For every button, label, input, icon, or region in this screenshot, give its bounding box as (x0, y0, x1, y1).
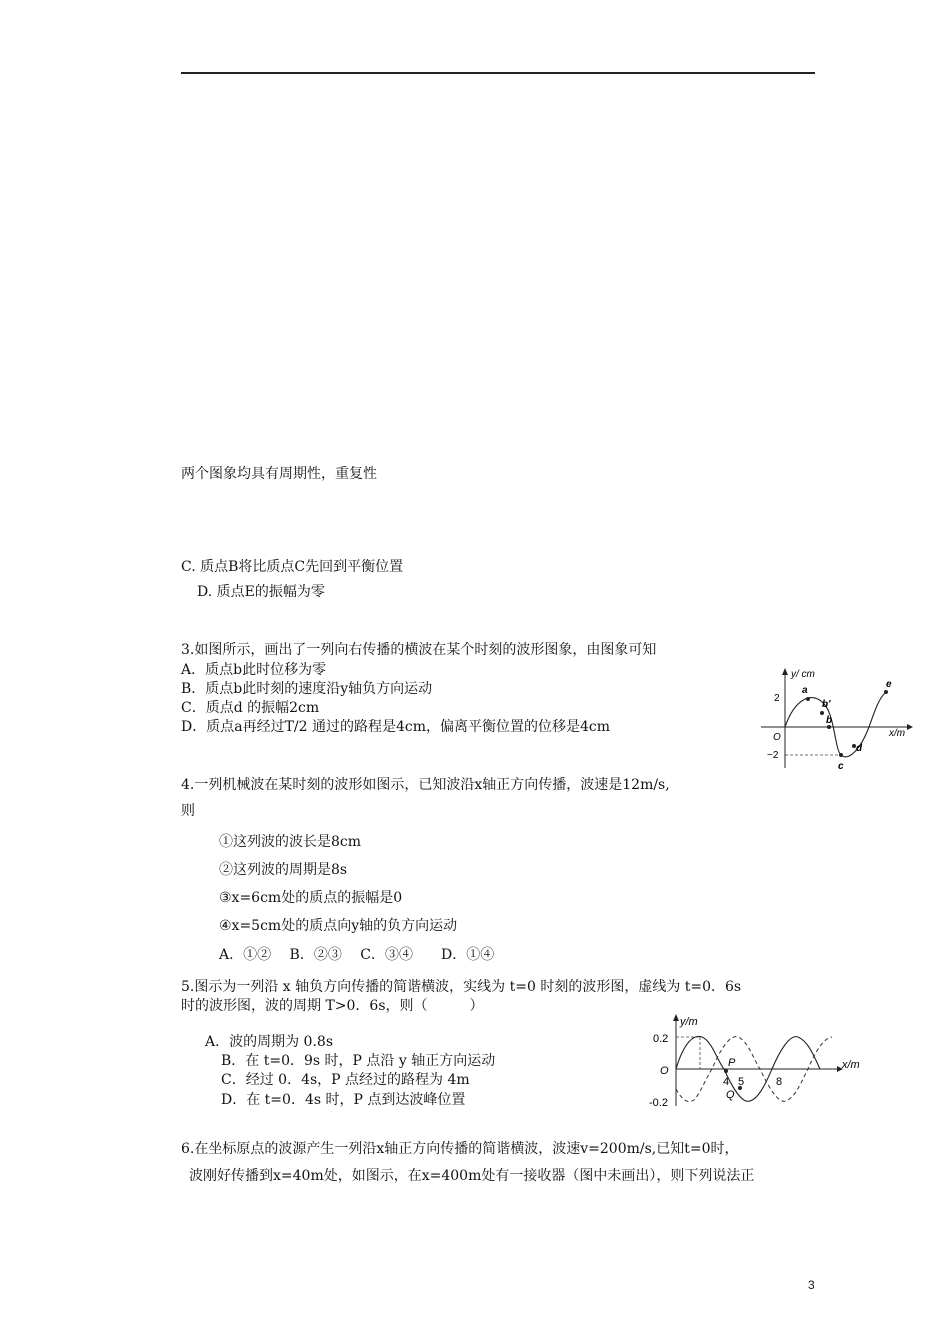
q5-label-p: P (728, 1057, 736, 1069)
q3-option-b: B．质点b此时刻的速度沿y轴负方向运动 (181, 681, 433, 697)
q5-y-label: y/m (680, 1016, 698, 1028)
q4-statement-4: ④x=5cm处的质点向y轴的负方向运动 (219, 918, 458, 934)
q3-wave-figure (755, 660, 915, 772)
q3-label-a: a (802, 685, 808, 696)
q5-origin: O (660, 1065, 669, 1077)
q4-statement-2: ②这列波的周期是8s (219, 862, 348, 878)
q5-stem-line-2: 时的波形图，波的周期 T>0．6s，则（ ） (181, 998, 484, 1014)
q3-y-arrow (782, 668, 788, 675)
q5-option-a: A．波的周期为 0.8s (205, 1034, 334, 1050)
q3-option-c: C．质点d 的振幅2cm (181, 700, 320, 716)
q5-point-p (724, 1069, 728, 1073)
q4-stem-line-2: 则 (181, 803, 195, 819)
q3-waveform (785, 692, 886, 757)
q3-option-d: D．质点a再经过T/2 通过的路程是4cm，偏离平衡位置的位移是4cm (181, 719, 611, 735)
q3-stem: 3.如图所示，画出了一列向右传播的横波在某个时刻的波形图象，由图象可知 (181, 642, 657, 658)
q4-statement-1: ①这列波的波长是8cm (219, 834, 362, 850)
q5-wave-figure (648, 1012, 868, 1112)
page-number: 3 (808, 1278, 815, 1292)
q3-tick-pos: 2 (774, 693, 780, 704)
q2-option-c: C. 质点B将比质点C先回到平衡位置 (181, 559, 404, 575)
q4-options: A．①② B．②③ C．③④ D．①④ (219, 947, 495, 963)
q3-label-c: c (838, 761, 844, 772)
q5-option-d: D．在 t=0．4s 时，P 点到达波峰位置 (221, 1092, 466, 1108)
q2-option-d: D. 质点E的振幅为零 (197, 584, 325, 600)
q3-y-label: y/ cm (791, 669, 815, 680)
q5-tick-pos: 0.2 (653, 1033, 669, 1045)
q4-stem-line-1: 4.一列机械波在某时刻的波形如图示，已知波沿x轴正方向传播，波速是12m/s, (181, 777, 670, 793)
q3-label-b: b (826, 715, 833, 726)
header-rule (181, 72, 815, 74)
q5-stem-line-1: 5.图示为一列沿 x 轴负方向传播的简谐横波，实线为 t=0 时刻的波形图，虚线为 t=0．6s (181, 979, 742, 995)
q3-label-b-prime: b' (822, 699, 831, 710)
q5-tick-x-4: 4 (723, 1076, 730, 1088)
q3-tick-neg: −2 (767, 750, 779, 761)
q4-statement-3: ③x=6cm处的质点的振幅是0 (219, 890, 403, 906)
q6-stem-line-1: 6.在坐标原点的波源产生一列沿x轴正方向传播的简谐横波，波速v=200m/s,已知t=0时， (181, 1141, 739, 1157)
q3-point-e (884, 690, 888, 694)
q6-stem-line-2: 波刚好传播到x=40m处，如图示，在x=400m处有一接收器（图中未画出），则下列说法正 (189, 1168, 755, 1184)
q3-label-e: e (886, 679, 892, 690)
q5-tick-x-8: 8 (776, 1076, 783, 1088)
q3-label-d: d (856, 743, 863, 754)
q5-x-label: x/m (842, 1059, 860, 1071)
q5-label-q: Q (726, 1089, 735, 1101)
q3-point-c (839, 753, 843, 757)
q5-y-arrow (673, 1014, 679, 1021)
q5-tick-x-5: 5 (738, 1076, 745, 1088)
summary-line: 两个图象均具有周期性，重复性 (181, 466, 377, 482)
q3-x-arrow (907, 724, 913, 730)
q3-origin: O (773, 732, 781, 743)
q5-option-c: C．经过 0．4s，P 点经过的路程为 4m (221, 1072, 470, 1088)
q3-point-b-prime (820, 711, 824, 715)
q3-x-label: x/m (889, 728, 906, 739)
q5-tick-neg: -0.2 (649, 1097, 668, 1109)
q5-option-b: B．在 t=0．9s 时，P 点沿 y 轴正方向运动 (221, 1053, 496, 1069)
q3-point-a (806, 697, 810, 701)
q3-option-a: A．质点b此时位移为零 (181, 662, 327, 678)
